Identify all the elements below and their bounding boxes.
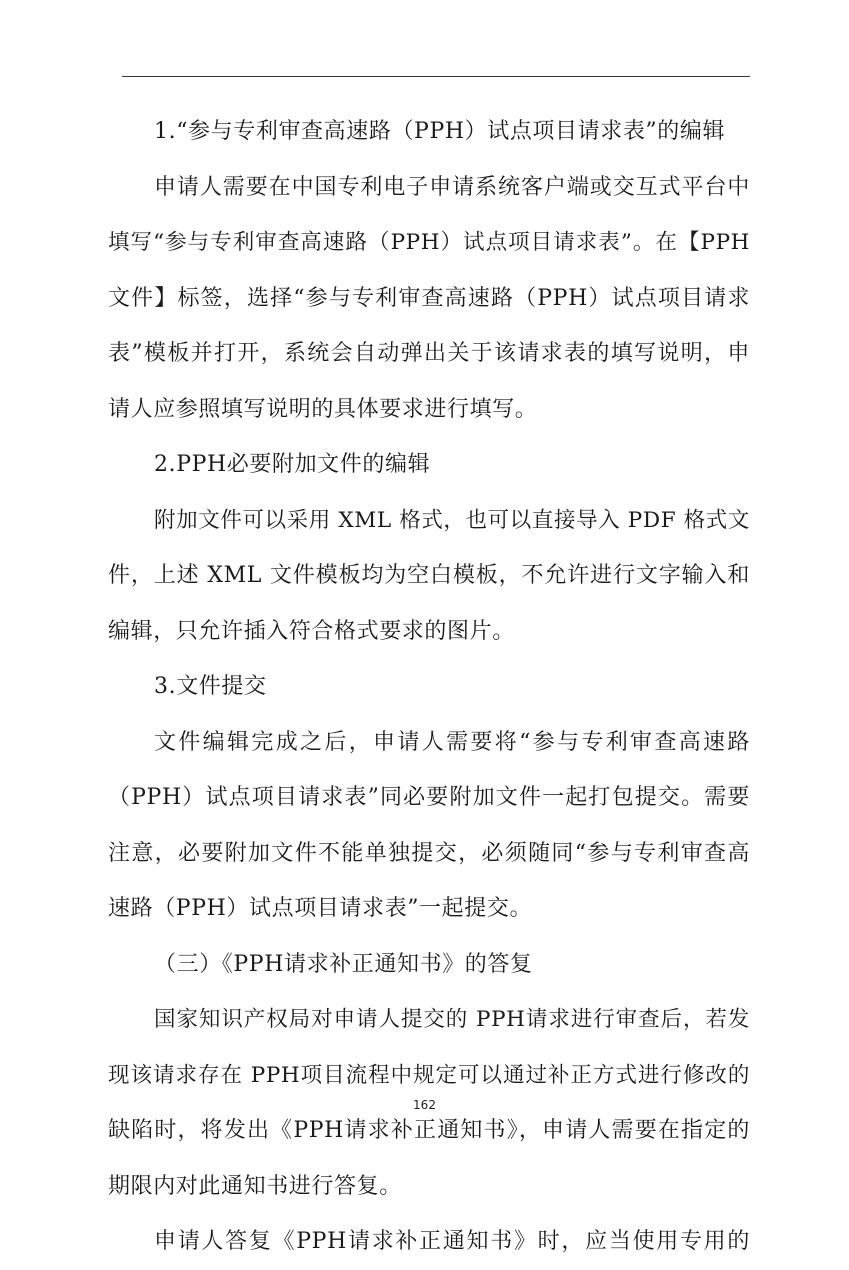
paragraph-line: 注意，必要附加文件不能单独提交，必须随同“参与专利审查高 [108,840,750,866]
paragraph-line: 速路（PPH）试点项目请求表”一起提交。 [108,896,533,921]
paragraph-line: 文件编辑完成之后，申请人需要将“参与专利审查高速路 [154,729,750,755]
paragraph-line: 表”模板并打开，系统会自动弹出关于该请求表的填写说明，申 [108,341,750,366]
paragraph-line: 附加文件可以采用 XML 格式，也可以直接导入 PDF 格式文 [154,507,750,533]
header-rule [122,76,750,77]
paragraph-line: 国家知识产权局对申请人提交的 PPH请求进行审查后，若发 [154,1007,750,1032]
paragraph-line: （PPH）试点项目请求表”同必要附加文件一起打包提交。需要 [108,785,750,810]
paragraph-line: 件，上述 XML 文件模板均为空白模板，不允许进行文字输入和 [108,563,750,588]
paragraph-line: 编辑，只允许插入符合格式要求的图片。 [108,618,515,644]
section-heading: （三）《PPH请求补正通知书》的答复 [154,951,533,977]
paragraph-line: 文件】标签，选择“参与专利审查高速路（PPH）试点项目请求 [108,285,750,311]
paragraph-line: 缺陷时，将发出《PPH请求补正通知书》，申请人需要在指定的 [108,1118,750,1143]
paragraph-line: 申请人答复《PPH请求补正通知书》时，应当使用专用的 [154,1229,750,1254]
paragraph-line: 申请人需要在中国专利电子申请系统客户端或交互式平台中 [154,174,750,200]
document-body [108,104,750,1270]
heading-1: 1.“参与专利审查高速路（PPH）试点项目请求表”的编辑 [154,119,726,144]
paragraph-line: 现该请求存在 PPH项目流程中规定可以通过补正方式进行修改的 [108,1062,750,1088]
paragraph-line: 期限内对此通知书进行答复。 [108,1173,402,1199]
heading-3: 3.文件提交 [154,674,267,699]
paragraph-line: 请人应参照填写说明的具体要求进行填写。 [108,396,538,422]
heading-2: 2.PPH必要附加文件的编辑 [154,452,431,477]
page-number: 162 [413,1098,436,1112]
paragraph-line: 填写“参与专利审查高速路（PPH）试点项目请求表”。在【PPH [108,230,750,255]
